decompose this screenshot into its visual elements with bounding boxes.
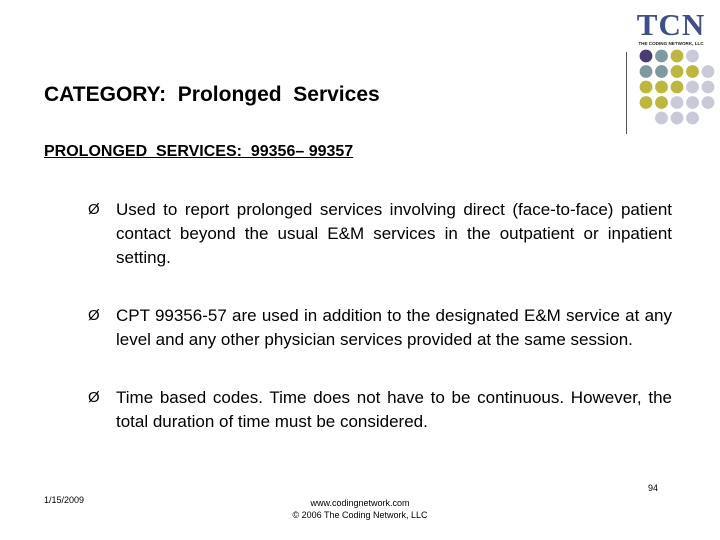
page-number: 94 [648, 483, 659, 493]
decorative-dot-grid [638, 48, 718, 128]
decorative-dot [655, 50, 668, 63]
bullet-item [88, 386, 672, 434]
footer-date: 1/15/2009 [44, 495, 85, 505]
decorative-dot [655, 65, 668, 78]
arrow-bullet-icon: Ø [88, 389, 100, 406]
bullet-item [88, 198, 672, 270]
slide-subtitle: PROLONGED SERVICES: 99356– 99357 [44, 143, 354, 160]
decorative-dot [671, 81, 684, 94]
decorative-dot [671, 112, 684, 125]
decorative-dot [640, 50, 653, 63]
decorative-dot [702, 96, 715, 109]
bullet-item [88, 304, 672, 352]
decorative-dot [655, 96, 668, 109]
decorative-dot [671, 65, 684, 78]
decorative-dot [640, 96, 653, 109]
decorative-dot [640, 81, 653, 94]
slide-title: CATEGORY: Prolonged Services [44, 83, 380, 106]
decorative-dot [686, 65, 699, 78]
decorative-dot [686, 81, 699, 94]
footer-center [250, 497, 470, 521]
bullet-text: CPT 99356-57 are used in addition to the designated E&M service at any level and any other physician services provided at the same session. [116, 306, 672, 349]
decorative-dot [702, 81, 715, 94]
arrow-bullet-icon: Ø [88, 201, 100, 218]
decorative-divider [626, 52, 627, 134]
decorative-dot [686, 50, 699, 63]
decorative-dot [671, 50, 684, 63]
decorative-dot [686, 96, 699, 109]
logo-subtext: THE CODING NETWORK, LLC [638, 41, 704, 46]
company-logo [630, 8, 712, 48]
decorative-dot [702, 65, 715, 78]
bullet-text: Used to report prolonged services involving direct (face-to-face) patient contact beyond the usual E&M services in the outpatient or inpatient setting. [116, 200, 672, 267]
footer-copyright: © 2006 The Coding Network, LLC [292, 510, 428, 520]
bullet-text: Time based codes. Time does not have to be continuous. However, the total duration of time must be considered. [116, 388, 672, 431]
footer-website: www.codingnetwork.com [310, 498, 410, 508]
arrow-bullet-icon: Ø [88, 307, 100, 324]
decorative-dot [655, 81, 668, 94]
decorative-dot [640, 65, 653, 78]
decorative-dot [686, 112, 699, 125]
logo-text: TCN [636, 7, 706, 42]
decorative-dot [655, 112, 668, 125]
decorative-dot [671, 96, 684, 109]
bullet-list [88, 198, 672, 434]
